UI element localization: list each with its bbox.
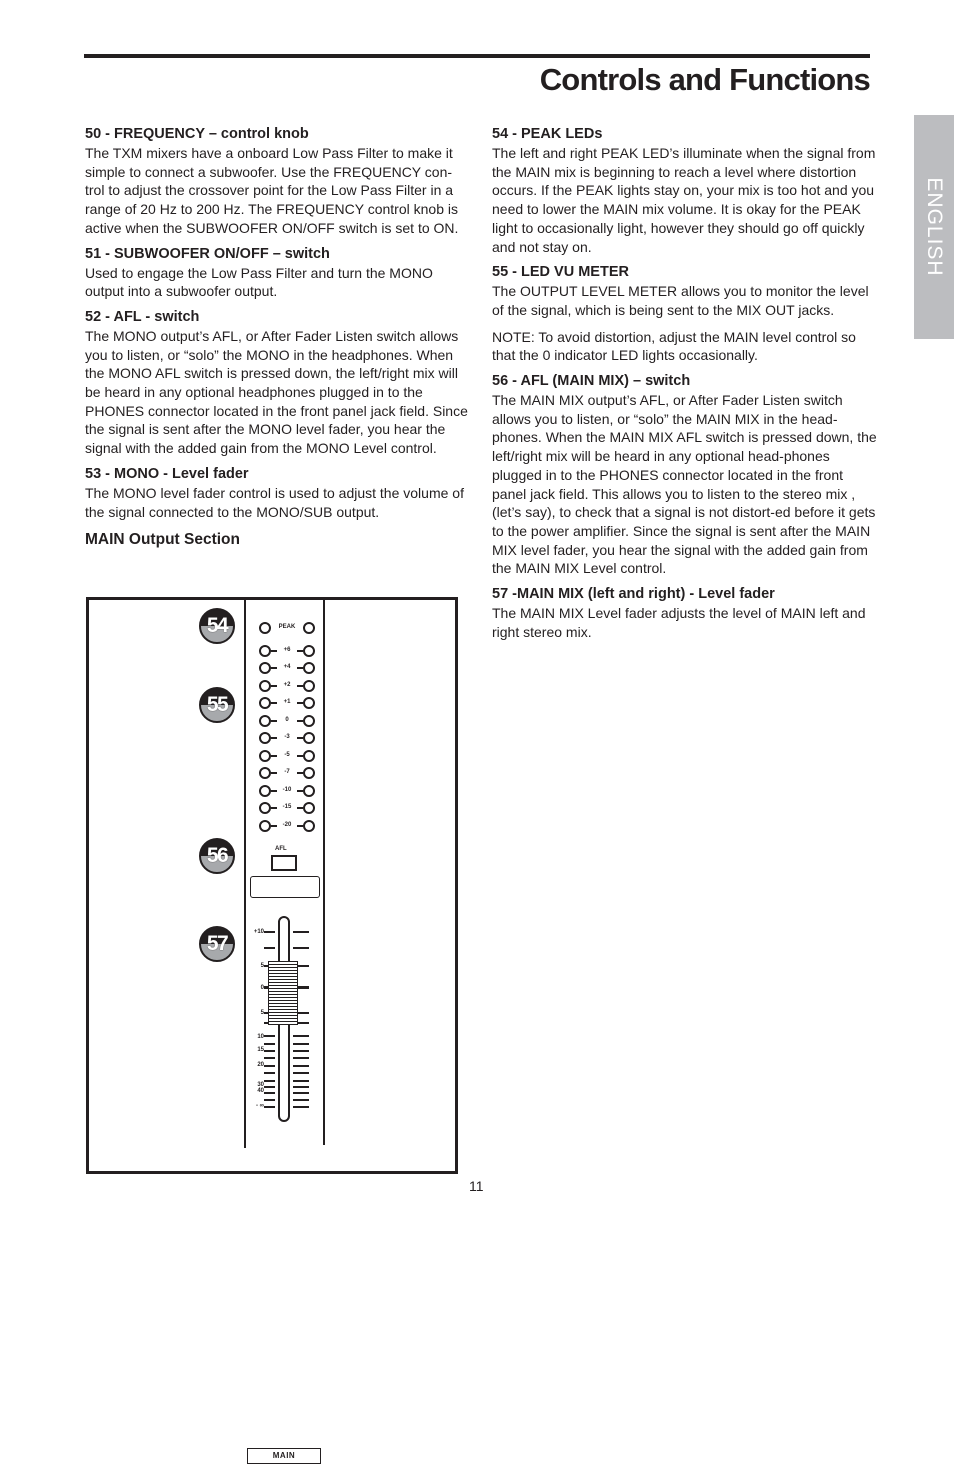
led-icon bbox=[303, 645, 315, 657]
section-heading: 54 - PEAK LEDs bbox=[492, 126, 603, 142]
section-note: NOTE: To avoid distortion, adjust the MAIN level control so that the 0 indicator LED lights occasionally. bbox=[492, 328, 856, 364]
led-row: 0 bbox=[259, 714, 315, 728]
fader-scale-label: 0 bbox=[260, 985, 264, 991]
led-row: -3 bbox=[259, 731, 315, 745]
fader-scale-label: 15 bbox=[257, 1047, 264, 1053]
fader-scale-label: 10 bbox=[257, 1034, 264, 1040]
section-53 bbox=[85, 465, 470, 521]
led-row: -7 bbox=[259, 766, 315, 780]
led-row-peak: PEAK bbox=[259, 621, 315, 635]
section-heading: 53 - MONO - Level fader bbox=[85, 465, 249, 482]
led-row: +1 bbox=[259, 696, 315, 710]
section-50 bbox=[85, 125, 470, 238]
section-heading: 56 - AFL (MAIN MIX) – switch bbox=[492, 373, 691, 390]
led-icon bbox=[303, 715, 315, 727]
section-body: The MONO level fader control is used to adjust the volume of the signal connected to the MONO/SUB output. bbox=[85, 484, 464, 520]
fader-scale-label: 5 bbox=[260, 963, 264, 969]
top-rule bbox=[84, 54, 870, 58]
section-heading: 55 - LED VU METER bbox=[492, 264, 629, 281]
led-row: +6 bbox=[259, 644, 315, 658]
main-strip-label: MAIN bbox=[247, 1448, 321, 1464]
section-heading: 51 - SUBWOOFER ON/OFF – switch bbox=[85, 245, 330, 262]
callout-55-badge: 55 bbox=[199, 687, 235, 723]
led-row: -15 bbox=[259, 801, 315, 815]
led-icon bbox=[303, 750, 315, 762]
main-output-diagram bbox=[86, 597, 458, 1460]
led-icon bbox=[303, 680, 315, 692]
led-icon bbox=[259, 820, 271, 832]
strip-right-edge bbox=[323, 600, 325, 1145]
afl-label: AFL bbox=[275, 846, 287, 852]
language-tab bbox=[914, 115, 954, 339]
callout-57-badge: 57 bbox=[199, 926, 235, 962]
section-body: The TXM mixers have a onboard Low Pass Filter to make it simple to connect a subwoofer. Use the FREQUENCY con-trol to adjust the crossover point for the Low Pass Filter in a range of 20 Hz to 200 Hz. The FREQUENCY control knob is active when the SUBWOOFER ON/OFF switch is set to ON. bbox=[85, 145, 459, 236]
fader-scale-label: 20 bbox=[257, 1062, 264, 1068]
led-row: -20 bbox=[259, 819, 315, 833]
section-body: The left and right PEAK LED’s illuminate when the signal from the MAIN mix is beginning to reach a level where distortion occurs. If the PEAK lights stay on, your mix is too hot and you need to lower the MAIN mix volume. It is okay for the PEAK light to occasionally light, however they should go off quickly and not stay on. bbox=[492, 145, 876, 255]
led-icon bbox=[303, 785, 315, 797]
section-57 bbox=[492, 585, 877, 641]
led-icon bbox=[259, 785, 271, 797]
section-54 bbox=[492, 125, 877, 256]
section-body: The OUTPUT LEVEL METER allows you to monitor the level of the signal, which is being sent to the MIX OUT jacks. bbox=[492, 283, 869, 318]
fader-scale-label: 40 bbox=[257, 1088, 264, 1094]
led-icon bbox=[303, 732, 315, 744]
section-52 bbox=[85, 308, 470, 458]
callout-56-badge: 56 bbox=[199, 838, 235, 874]
led-icon bbox=[259, 645, 271, 657]
led-icon bbox=[259, 662, 271, 674]
led-icon bbox=[259, 732, 271, 744]
led-icon bbox=[259, 750, 271, 762]
led-icon bbox=[259, 697, 271, 709]
main-fader-knob-icon bbox=[268, 961, 298, 1025]
section-heading: 50 - FREQUENCY – control knob bbox=[85, 126, 309, 142]
fader-scale-label: - ∞ bbox=[256, 1103, 264, 1109]
led-row: +4 bbox=[259, 661, 315, 675]
led-icon bbox=[259, 767, 271, 779]
fader-scale-label: 5 bbox=[260, 1010, 264, 1016]
led-icon bbox=[259, 622, 271, 634]
section-55 bbox=[492, 263, 877, 365]
section-body: Used to engage the Low Pass Filter and turn the MONO output into a subwoofer output. bbox=[85, 264, 433, 300]
right-column bbox=[492, 125, 877, 648]
section-56 bbox=[492, 372, 877, 578]
section-body: The MAIN MIX output’s AFL, or After Fader Listen switch allows you to listen, or “solo” the MAIN MIX in the head-phones. When the MAIN MIX AFL switch is pressed down, the left/right mix will be heard in any optional head-phones plugged in to the PHONES connector located in the front panel jack field. This allows you to listen to the stereo mix , (let’s say), to check that a signal is not distort-ed before it gets to the power amplifier. Since the signal is sent after the MAIN MIX level fader, you hear the signal with the added gain from the MAIN MIX Level control. bbox=[492, 392, 877, 577]
callout-54-badge: 54 bbox=[199, 608, 235, 644]
language-tab-label: ENGLISH bbox=[923, 177, 946, 277]
led-row: -10 bbox=[259, 784, 315, 798]
fader-scale-label: +10 bbox=[253, 929, 264, 935]
section-body: The MAIN MIX Level fader adjusts the level of MAIN left and right stereo mix. bbox=[492, 605, 866, 640]
led-icon bbox=[303, 662, 315, 674]
fader-scale-label: 30 bbox=[257, 1082, 264, 1088]
page-title: Controls and Functions bbox=[539, 62, 870, 97]
led-icon bbox=[259, 680, 271, 692]
led-row: -5 bbox=[259, 749, 315, 763]
led-row: +2 bbox=[259, 679, 315, 693]
led-icon bbox=[303, 697, 315, 709]
section-heading: 52 - AFL - switch bbox=[85, 308, 200, 325]
led-icon bbox=[259, 715, 271, 727]
page-number: 11 bbox=[469, 1178, 484, 1194]
section-51 bbox=[85, 245, 470, 301]
subsection-title: MAIN Output Section bbox=[85, 531, 240, 549]
afl-switch-icon bbox=[271, 855, 297, 871]
led-icon bbox=[303, 622, 315, 634]
led-icon bbox=[303, 802, 315, 814]
led-icon bbox=[259, 802, 271, 814]
scribble-strip bbox=[250, 876, 320, 898]
led-icon bbox=[303, 767, 315, 779]
section-body: The MONO output’s AFL, or After Fader Listen switch allows you to listen, or “solo” the MONO in the headphones. When the MONO AFL switch is pressed down, the left/right mix will be heard in any optional headphones plugged in to the PHONES connector located in the front panel jack field. Since the signal is sent after the MONO level fader, you hear the signal with the added gain from the MONO Level control. bbox=[85, 327, 468, 457]
left-column bbox=[85, 125, 470, 550]
led-icon bbox=[303, 820, 315, 832]
section-heading: 57 -MAIN MIX (left and right) - Level fader bbox=[492, 586, 775, 603]
